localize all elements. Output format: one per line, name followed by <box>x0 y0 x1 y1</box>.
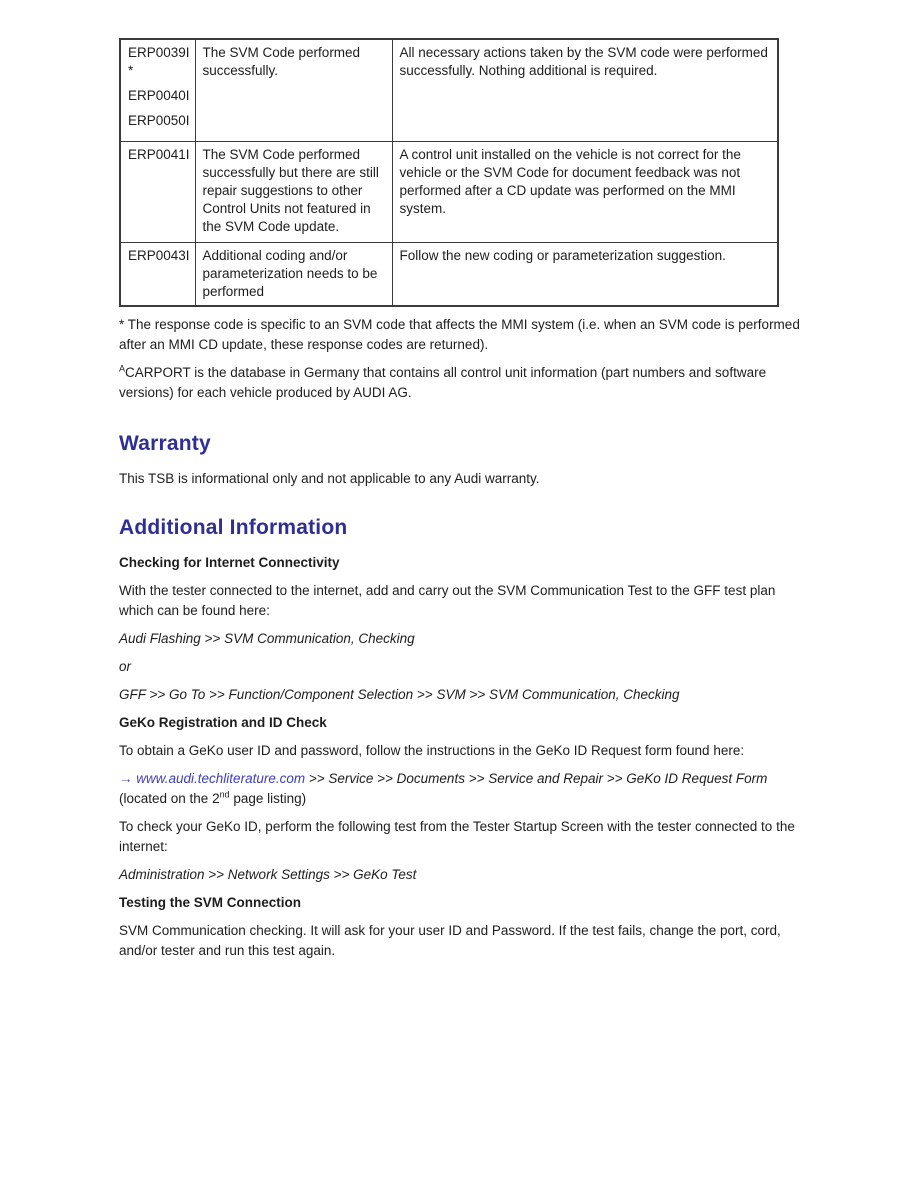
response-code: ERP0039I * <box>128 45 190 78</box>
response-code: ERP0041I <box>128 147 190 162</box>
geko-test-path: Administration >> Network Settings >> GeKo Test <box>119 867 417 882</box>
geko-located-post: page listing) <box>229 791 307 806</box>
additional-info-heading: Additional Information <box>119 516 348 539</box>
code-cell <box>120 39 195 142</box>
or-text: or <box>119 659 132 674</box>
description-text: Additional coding and/or parameterization needs to be performed <box>202 248 378 299</box>
footnote-carport <box>119 363 804 403</box>
internet-connectivity-intro: With the tester connected to the internet, add and carry out the SVM Communication Test to the GFF test plan which can be found here: <box>119 583 776 618</box>
footnote-carport-superscript: A <box>119 363 126 374</box>
table-row <box>120 142 778 243</box>
action-cell <box>392 142 778 243</box>
techliterature-link[interactable]: www.audi.techliterature.com <box>136 771 306 786</box>
action-text: All necessary actions taken by the SVM code were performed successfully. Nothing additional is required. <box>399 45 768 78</box>
table-row <box>120 243 778 307</box>
test-plan-path-flashing: Audi Flashing >> SVM Communication, Checking <box>119 631 415 646</box>
action-text: Follow the new coding or parameterization suggestion. <box>399 248 726 263</box>
action-cell <box>392 39 778 142</box>
document-body <box>119 38 804 961</box>
warranty-body: This TSB is informational only and not applicable to any Audi warranty. <box>119 471 540 486</box>
footnote-carport-text: CARPORT is the database in Germany that contains all control unit information (part numbers and software versions) for each vehicle produced by AUDI AG. <box>119 365 767 400</box>
response-code-table <box>119 38 779 307</box>
table-row <box>120 39 778 142</box>
right-arrow-icon: → <box>119 771 133 786</box>
action-cell <box>392 243 778 307</box>
svm-connection-subheading: Testing the SVM Connection <box>119 895 301 910</box>
code-cell <box>120 142 195 243</box>
footnote-asterisk: * The response code is specific to an SVM code that affects the MMI system (i.e. when an SVM code is performed after an MMI CD update, these response codes are returned). <box>119 317 800 352</box>
description-text: The SVM Code performed successfully but there are still repair suggestions to other Control Units not featured in the SVM Code update. <box>202 147 379 234</box>
geko-located-superscript: nd <box>219 789 230 800</box>
geko-subheading: GeKo Registration and ID Check <box>119 715 327 730</box>
geko-check-intro: To check your GeKo ID, perform the following test from the Tester Startup Screen with the tester connected to the internet: <box>119 819 795 854</box>
description-cell <box>195 243 392 307</box>
geko-link-line <box>119 769 804 809</box>
description-cell <box>195 142 392 243</box>
warranty-heading: Warranty <box>119 432 211 455</box>
geko-link-path: >> Service >> Documents >> Service and Repair >> GeKo ID Request Form <box>308 771 768 786</box>
response-code: ERP0040I <box>128 88 190 103</box>
description-cell <box>195 39 392 142</box>
geko-located-pre: (located on the 2 <box>119 791 220 806</box>
code-cell <box>120 243 195 307</box>
response-code: ERP0043I <box>128 248 190 263</box>
response-code: ERP0050I <box>128 113 190 128</box>
test-plan-path-gff: GFF >> Go To >> Function/Component Selection >> SVM >> SVM Communication, Checking <box>119 687 680 702</box>
description-text: The SVM Code performed successfully. <box>202 45 361 78</box>
svm-connection-body: SVM Communication checking. It will ask for your user ID and Password. If the test fails, change the port, cord, and/or tester and run this test again. <box>119 923 781 958</box>
action-text: A control unit installed on the vehicle is not correct for the vehicle or the SVM Code for document feedback was not performed after a CD update was performed on the MMI system. <box>399 147 741 216</box>
geko-intro: To obtain a GeKo user ID and password, follow the instructions in the GeKo ID Request form found here: <box>119 743 745 758</box>
internet-connectivity-subheading: Checking for Internet Connectivity <box>119 555 340 570</box>
